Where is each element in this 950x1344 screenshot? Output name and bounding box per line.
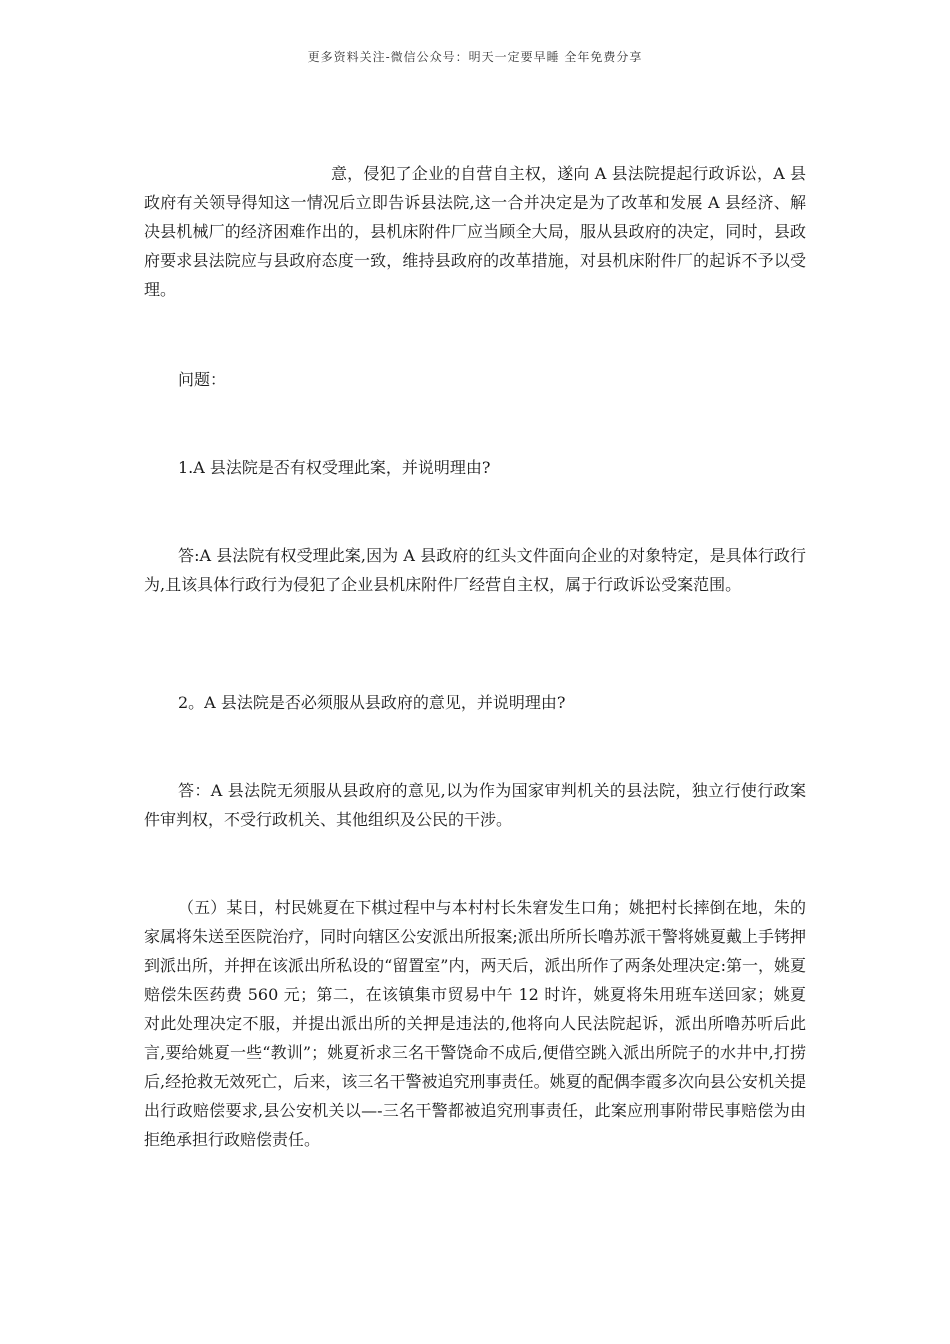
paragraph-question-2 (144, 688, 806, 717)
case-five-paragraph: （五）某日，村民姚夏在下棋过程中与本村村长朱窘发生口角；姚把村长摔倒在地，朱的家属将朱送至医院治疗，同时向辖区公安派出所报案;派出所所长噜苏派干警将姚夏戴上手铐押到派出所，并押在该派出所私设的“留置室”内，两天后，派出所作了两条处理决定:第一，姚夏赔偿朱医药费 560 元；第二，在该镇集市贸易中午 12 时许，姚夏将朱用班车送回家；姚夏对此处理决定不服，并提出派出所的关押是违法的,他将向人民法院起诉，派出所噜苏听后此言,要给姚夏一些“教训”；姚夏祈求三名干警饶命不成后,便借空跳入派出所院子的水井中,打捞后,经抢救无效死亡，后来，该三名干警被追究刑事责任。姚夏的配偶李霞多次向县公安机关提出行政赔偿要求,县公安机关以—-三名干警都被追究刑事责任，此案应刑事附带民事赔偿为由拒绝承担行政赔偿责任。 (144, 898, 806, 1149)
paragraph-question-heading (144, 365, 806, 394)
question-2: 2。A 县法院是否必须服从县政府的意见，并说明理由? (178, 693, 566, 712)
paragraph-answer-2 (144, 776, 806, 834)
answer-1: 答:A 县法院有权受理此案,因为 A 县政府的红头文件面向企业的对象特定，是具体行政行为,且该具体行政行为侵犯了企业县机床附件厂经营自主权，属于行政诉讼受案范围。 (144, 546, 806, 594)
answer-2: 答：A 县法院无须服从县政府的意见,以为作为国家审判机关的县法院，独立行使行政案件审判权，不受行政机关、其他组织及公民的干涉。 (144, 781, 806, 829)
paragraph-answer-1 (144, 541, 806, 599)
paragraph-question-1 (144, 453, 806, 482)
question-heading: 问题： (178, 370, 227, 389)
question-1: 1.A 县法院是否有权受理此案，并说明理由? (178, 458, 491, 477)
paragraph-case-continuation (144, 159, 806, 304)
page-header: 更多资料关注-微信公众号：明天一定要早睡 全年免费分享 (307, 50, 643, 64)
paragraph-case-five (144, 893, 806, 1154)
body-paragraph: 意，侵犯了企业的自营自主权，遂向 A 县法院提起行政诉讼，A 县政府有关领导得知这一情况后立即告诉县法院,这一合并决定是为了改革和发展 A 县经济、解决县机械厂的经济困难作出的，县机床附件厂应当顾全大局，服从县政府的决定，同时，县政府要求县法院应与县政府态度一致，维持县政府的改革措施，对县机床附件厂的起诉不予以受理。 (144, 164, 806, 299)
